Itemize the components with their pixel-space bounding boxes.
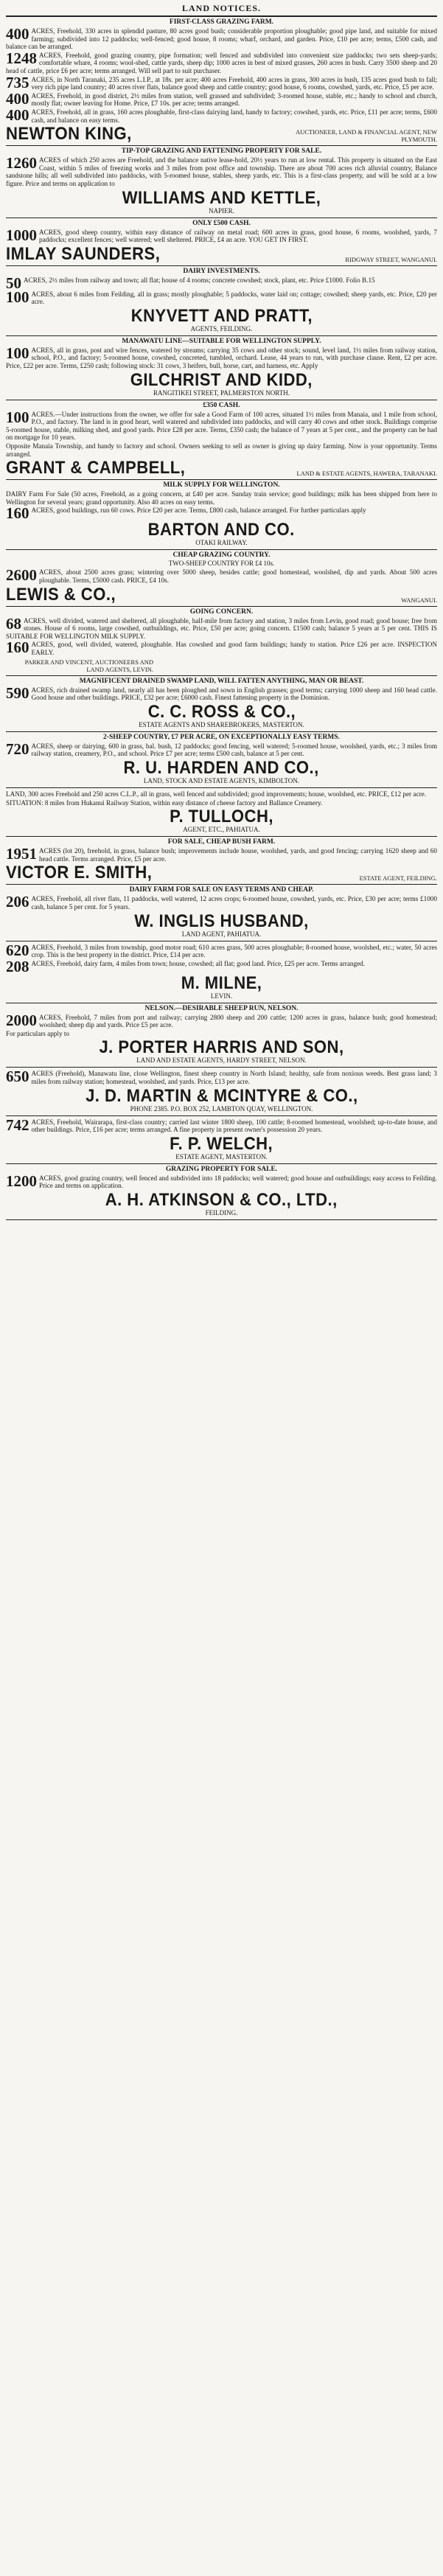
land-ad — [6, 732, 437, 788]
agent-row — [6, 1039, 437, 1065]
agent-detail: LEVIN. — [210, 992, 233, 1000]
ad-text: ACRES, good grazing country, well fenced and subdivided into 18 paddocks; well watered; good house and outbuildings; easy access to Feilding. Price and terms on application. — [39, 1174, 437, 1190]
agent-name: P. TULLOCH, — [170, 807, 273, 827]
agent-name: GRANT & CAMPBELL, — [6, 458, 186, 478]
agent-name: C. C. ROSS & CO., — [147, 701, 296, 722]
agent-row — [6, 913, 437, 939]
ad-text: ACRES, Freehold, in good district, 2½ miles from station, well grassed and subdivided; 3-roomed house, stable, etc.; handy to school and church, mostly flat; owner leaving for Home. Price, £7 10s. per acre; terms arranged. — [31, 91, 437, 108]
land-ad — [6, 400, 437, 481]
agent-row — [6, 125, 437, 143]
ad-text: ACRES, Freehold, all river flats, 11 paddocks, well watered, 12 acres crops; 6-roomed house, cowshed, yards, etc. Price, £30 per acre; terms £1000 cash, balance 5 per cent. for 5 years. — [31, 895, 437, 911]
agent-row — [6, 459, 437, 477]
ad-text: ACRES, Freehold, all in grass, 160 acres ploughable, first-class dairying land, handy to factory; cowshed, yards, etc. Price, £11 per acre; terms, £600 cash, and balance on easy terms. — [31, 108, 437, 124]
ad-paragraph — [6, 790, 437, 798]
ad-paragraph — [6, 1070, 437, 1085]
acreage-figure: 100 — [6, 344, 29, 362]
ad-text: ACRES, Freehold, dairy farm, 4 miles from town; house, cowshed; all flat; good land. Price, £25 per acre. Terms arranged. — [31, 959, 366, 967]
acreage-figure: 742 — [6, 1115, 29, 1134]
agent-row — [6, 1191, 437, 1217]
acreage-figure: 208 — [6, 957, 29, 975]
land-ad — [6, 607, 437, 676]
agent-detail: ESTATE AGENTS AND SHAREBROKERS, MASTERTON. — [139, 720, 304, 728]
ad-text: Opposite Manaia Township, and handy to factory and school. Owners seeking to sell as owner is giving up dairy farming. Now is your opportunity. Terms arranged. — [6, 442, 437, 458]
ad-text: ACRES, good buildings, run 60 cows. Price £20 per acre. Terms, £800 cash, balance arranged. For further particulars apply — [31, 507, 366, 515]
agent-detail: OTAKI RAILWAY. — [195, 539, 248, 547]
agent-name: R. U. HARDEN AND CO., — [123, 757, 320, 778]
ad-paragraph — [6, 27, 437, 51]
land-ad — [6, 1164, 437, 1220]
agent-row — [6, 521, 437, 547]
ad-text: ACRES, Freehold, 3 miles from township, good motor road; 610 acres grass, 500 acres ploughable; 8-roomed house, woolshed, etc.; water, 50 acres crop. This is the best property in the district. Price, £14 per acre. — [31, 943, 437, 959]
land-ad — [6, 885, 437, 941]
ad-heading: FOR SALE, CHEAP BUSH FARM. — [167, 838, 276, 846]
ad-text: For particulars apply to — [6, 1029, 69, 1037]
agent-detail: PARKER AND VINCENT, AUCTIONEERS AND LAND AGENTS, LEVIN. — [24, 658, 153, 673]
land-ad — [6, 17, 437, 146]
agent-name: J. D. MARTIN & MCINTYRE & CO., — [85, 1085, 358, 1106]
agent-row — [6, 307, 437, 333]
acreage-figure: 720 — [6, 739, 29, 758]
acreage-figure: 50 — [6, 274, 21, 292]
acreage-figure: 400 — [6, 25, 29, 43]
ad-heading: GRAZING PROPERTY FOR SALE. — [165, 1165, 278, 1173]
agent-detail: LAND AGENT, PAHIATUA. — [181, 930, 262, 938]
ad-paragraph — [6, 490, 437, 506]
agent-name: M. MILNE, — [181, 972, 262, 993]
acreage-figure: 2000 — [6, 1011, 37, 1029]
ad-text: ACRES, all in grass, post and wire fences, watered by streams; carrying 35 cows and other stock; sound, level land, 1½ miles from railway station, school, P.O., and factory; 5-roomed house, cowshed, concreted, tumbled, orchard. Lease, 44 years to run, with purchase clause. Rent, £2 per acre. Price, £22 per acre. Terms, £250 cash; following stock: 31 cows, 3 heifers, bull, horse, cart, and harness, etc. Apply — [6, 346, 437, 370]
ad-heading: 2-SHEEP COUNTRY, £7 PER ACRE, ON EXCEPTIONALLY EASY TERMS. — [103, 733, 340, 741]
ad-paragraph — [6, 105, 437, 124]
agent-row — [6, 243, 437, 264]
ad-text: ACRES (Freehold), Manawatu line, close Wellington, finest sheep country in North Island; healthy, safe from noxious weeds. Best grass land; 3 miles from railway station; homestead, woolshed, and yards. Price, £13 per acre. — [31, 1070, 437, 1086]
agent-name: WILLIAMS AND KETTLE, — [122, 187, 321, 208]
agent-name: KNYVETT AND PRATT, — [130, 305, 313, 326]
land-ad — [6, 1116, 437, 1164]
ad-heading: MANAWATU LINE—SUITABLE FOR WELLINGTON SUPPLY. — [122, 337, 321, 345]
agent-detail: LAND & ESTATE AGENTS, HAWERA, TARANAKI. — [296, 470, 437, 478]
agent-name: LEWIS & CO., — [6, 584, 116, 605]
agent-name: W. INGLIS HUSBAND, — [134, 911, 309, 931]
ad-heading: CHEAP GRAZING COUNTRY. — [172, 551, 271, 560]
ad-heading: DAIRY INVESTMENTS. — [183, 267, 260, 275]
agent-row — [6, 1135, 437, 1161]
land-ad — [6, 1068, 437, 1115]
agent-row — [6, 808, 437, 834]
agent-row — [6, 703, 437, 729]
ad-paragraph — [6, 739, 437, 758]
agent-detail: AUCTIONEER, LAND & FINANCIAL AGENT, NEW PLYMOUTH. — [296, 128, 437, 144]
ad-paragraph — [6, 344, 437, 370]
agent-detail: RANGITIKEI STREET, PALMERSTON NORTH. — [153, 389, 290, 397]
ad-heading: MILK SUPPLY FOR WELLINGTON. — [163, 481, 280, 490]
ad-text: ACRES, Freehold, 7 miles from port and railway; carrying 2800 sheep and 200 cattle; 1200 acres in grass, balance bush; good homestead; woolshed; sheep dip and yards. Price £5 per acre. — [39, 1013, 437, 1029]
acreage-figure: 2600 — [6, 566, 37, 585]
ad-text: ACRES, sheep or dairying, 600 in grass, bal. bush, 12 paddocks; good fencing, well watered; 5-roomed house, woolshed, yards, etc.; 3 miles from railway station, creamery, P.O., and school. Price £7 per acre; terms £500 cash, balance at 5 per cent. — [31, 742, 437, 758]
acreage-figure: 1260 — [6, 154, 37, 173]
acreage-figure: 1248 — [6, 49, 37, 67]
ad-paragraph — [6, 504, 437, 523]
land-ad — [6, 788, 437, 837]
ad-paragraph — [6, 442, 437, 458]
agent-name: NEWTON KING, — [6, 124, 132, 145]
ad-subheading: TWO-SHEEP COUNTRY FOR £4 10s. — [168, 560, 275, 568]
ad-text: ACRES, 2½ miles from railway and town; all flat; house of 4 rooms; concrete cowshed; stock, plant, etc. Price £1000. Folio B.15 — [24, 276, 375, 284]
acreage-figure: 735 — [6, 73, 29, 91]
acreage-figure: 400 — [6, 105, 29, 124]
ad-paragraph — [6, 1030, 437, 1038]
land-ad — [6, 676, 437, 732]
ad-paragraph — [6, 156, 437, 187]
acreage-figure: 68 — [6, 614, 21, 633]
agent-row — [6, 586, 437, 604]
ad-heading: ONLY £500 CASH. — [192, 219, 251, 227]
agent-name: BARTON AND CO. — [147, 520, 296, 540]
ad-text: ACRES.—Under instructions from the owner, we offer for sale a Good Farm of 100 acres, situated 1½ miles from Manaia, and 1 mile from school, P.O., and factory. The land is in good heart, well watered and subdivided into paddocks, and will carry 40 cows and other stock. Buildings comprise 5-roomed house, stable, milking shed, and good yards. Price £28 per acre. Terms, £350 cash; the balance of 7 years at 5 per cent., and the property can be had on mortgage for 10 years. — [6, 410, 437, 442]
acreage-figure: 590 — [6, 683, 29, 702]
agent-detail: NAPIER. — [209, 206, 234, 215]
agent-name: IMLAY SAUNDERS, — [6, 243, 161, 264]
ad-paragraph — [6, 49, 437, 75]
acreage-figure: 160 — [6, 504, 29, 523]
ad-paragraph — [6, 1174, 437, 1190]
ad-paragraph — [6, 895, 437, 911]
acreage-figure: 100 — [6, 288, 29, 306]
agent-detail: RIDGWAY STREET, WANGANUI. — [345, 255, 437, 263]
acreage-figure: 1200 — [6, 1172, 37, 1190]
agent-row — [6, 189, 437, 215]
agent-row — [6, 864, 437, 882]
ad-text: SITUATION: 8 miles from Hukanui Railway Station, within easy distance of cheese factory and Ballance Creamery. — [6, 798, 323, 807]
ads-container — [6, 17, 437, 1220]
land-ad — [6, 837, 437, 885]
acreage-figure: 650 — [6, 1068, 29, 1086]
ad-paragraph — [6, 1011, 437, 1029]
land-ad — [6, 941, 437, 1003]
ad-paragraph — [6, 89, 437, 108]
ad-text: ACRES, Freehold, 330 acres in splendid pasture, 80 acres good bush; considerable proportion ploughable; good pipe land, and suitable for mixed farming; subdivided into 12 paddocks; well-fenced; good house, 8 rooms; wharf, orchard, and garden. Price, £10 per acre; terms, £500 cash, and balance can be arranged. — [6, 27, 437, 51]
agent-row — [6, 759, 437, 785]
ad-paragraph — [6, 614, 437, 641]
ad-heading: £350 CASH. — [203, 401, 240, 409]
acreage-figure: 1951 — [6, 845, 37, 863]
ad-text: ACRES, rich drained swamp land, nearly all has been ploughed and sown in English grasses; good terms; carrying 1000 sheep and 160 head cattle. Good house and other buildings. PRICE, £32 per acre; £6000 cash. Finest fattening property in the Dominion. — [31, 686, 437, 702]
ad-heading: GOING CONCERN. — [189, 608, 254, 616]
column-heading: LAND NOTICES. — [6, 3, 437, 17]
agent-detail: WANGANUI. — [401, 596, 437, 604]
ad-paragraph — [6, 276, 437, 290]
ad-paragraph — [6, 1115, 437, 1134]
ad-paragraph — [6, 290, 437, 306]
acreage-figure: 1000 — [6, 226, 37, 244]
acreage-figure: 400 — [6, 89, 29, 108]
ad-paragraph — [6, 226, 437, 244]
ad-paragraph — [6, 408, 437, 442]
agent-name: J. PORTER HARRIS AND SON, — [99, 1037, 344, 1058]
ad-text: DAIRY Farm For Sale (50 acres, Freehold, as a going concern, at £40 per acre. Sunday train service; good buildings; milk has been shipped from here to Wellington for several years; grand opportunity. Also 40 acres on easy terms. — [6, 490, 437, 506]
ad-text: ACRES, in North Taranaki, 235 acres L.I.P., at 18s. per acre; 400 acres Freehold, 400 acres in grass, 300 acres in bush, 135 acres good bush to fall; very rich pipe land country; 40 acres river flats, balance good sheep and cattle country; good house, 6 rooms, cowshed, yards, etc. Price, £5 per acre. — [31, 75, 437, 91]
ad-text: ACRES, good sheep country, within easy distance of railway on metal road; 600 acres in grass, good house, 6 rooms, woolshed, yards, 7 paddocks; excellent fences; well watered; well sheltered. PRICE, £4 an acre. YOU GET IN FIRST. — [39, 228, 437, 244]
land-ad — [6, 336, 437, 400]
ad-text: ACRES, good, well divided, watered, ploughable. Has cowshed and good farm buildings; handy to station. Price £26 per acre. INSPECTION EARLY. — [31, 641, 437, 656]
agent-row — [6, 1087, 437, 1113]
ad-text: ACRES of which 250 acres are Freehold, and the balance native lease-hold, 20½ years to run at low rental. This property is situated on the East Coast, within 5 miles of freezing works and 3 miles from post office and township. There are about 700 acres rich alluvial country, Balance sandstone hills; all well subdivided into paddocks, with 5-roomed house, stables, sheep yards, etc. This is a first-class property, and will be sold at a low figure. Price and terms on application to — [6, 156, 437, 187]
ad-paragraph — [6, 799, 437, 807]
ad-heading: NELSON.—DESIRABLE SHEEP RUN, NELSON. — [144, 1004, 299, 1012]
agent-detail: LAND AND ESTATE AGENTS, HARDY STREET, NELSON. — [136, 1056, 307, 1065]
ad-text: ACRES, about 6 miles from Feilding, all in grass; mostly ploughable; 5 paddocks, water laid on; cottage; cowshed; sheep yards, etc. Price, £20 per acre. — [31, 290, 437, 306]
acreage-figure: 206 — [6, 893, 29, 911]
acreage-figure: 100 — [6, 408, 29, 426]
agent-detail: LAND, STOCK AND ESTATE AGENTS, KIMBOLTON. — [143, 776, 300, 784]
acreage-figure: 620 — [6, 941, 29, 959]
land-ad — [6, 1003, 437, 1068]
agent-row — [6, 658, 437, 673]
land-ad — [6, 266, 437, 336]
agent-name: VICTOR E. SMITH, — [6, 863, 153, 883]
ad-text: ACRES, about 2500 acres grass; wintering over 5000 sheep, besides cattle; good homestead, woolshed, dip and yards. About 500 acres ploughable. Terms, £5000 cash. PRICE, £4 10s. — [39, 568, 437, 584]
ad-paragraph — [6, 941, 437, 959]
ad-text: ACRES, Freehold, good grazing country, pipe formation; well fenced and subdivided into convenient size paddocks; two sets sheep-yards; comfortable whare, 4 rooms; wool-shed, cattle yards, sheep dip; 1000 acres in best of mixed grasses, 260 acres in bush. Carry 3500 sheep and 20 head of cattle, price £6 per acre; terms arranged. Will sell part to suit purchaser. — [6, 51, 437, 74]
ad-text: ACRES, Freehold, Wairarapa, first-class country; carried last winter 1800 sheep, 100 cattle; 8-roomed homestead, woolshed; up-to-date house, and other buildings. Price, £16 per acre; terms arranged. A fine property in present owner's possession 20 years. — [31, 1118, 437, 1134]
land-notices-column — [6, 0, 437, 1220]
ad-heading: MAGNIFICENT DRAINED SWAMP LAND, WILL FATTEN ANYTHING, MAN OR BEAST. — [79, 677, 364, 685]
land-ad — [6, 480, 437, 550]
agent-name: GILCHRIST AND KIDD, — [130, 369, 313, 390]
agent-detail: AGENTS, FEILDING. — [190, 324, 253, 333]
agent-detail: ESTATE AGENT, FEILDING. — [359, 874, 437, 883]
ad-paragraph — [6, 847, 437, 863]
ad-paragraph — [6, 638, 437, 657]
ad-paragraph — [6, 73, 437, 91]
ad-paragraph — [6, 568, 437, 584]
land-ad — [6, 550, 437, 606]
acreage-figure: 160 — [6, 638, 29, 657]
agent-name: F. P. WELCH, — [170, 1133, 273, 1154]
agent-detail: AGENT, ETC., PAHIATUA. — [183, 826, 260, 834]
agent-name: A. H. ATKINSON & CO., LTD., — [105, 1190, 338, 1211]
agent-row — [6, 972, 437, 1000]
agent-detail: FEILDING. — [205, 1209, 238, 1217]
ad-text: ACRES, well divided, watered and sheltered, all ploughable, half-mile from factory and station, 3 miles from Levin, good road; good house; free from stones. House of 6 rooms, large cowshed, outbuildings, etc. Price, £50 per acre; going concern. £1500 cash; balance 5 years at 5 per cent. THIS IS SUITABLE FOR WELLINGTON MILK SUPPLY. — [6, 616, 437, 640]
agent-row — [6, 369, 437, 397]
agent-detail: ESTATE AGENT, MASTERTON. — [175, 1152, 268, 1160]
land-ad — [6, 218, 437, 266]
ad-heading: FIRST-CLASS GRAZING FARM. — [169, 18, 274, 26]
ad-paragraph — [6, 957, 437, 975]
ad-paragraph — [6, 683, 437, 702]
ad-text: LAND, 300 acres Freehold and 250 acres C.L.P., all in grass, well fenced and subdivided; good improvements; house, woolshed, etc. PRICE, £12 per acre. — [6, 790, 427, 798]
ad-heading: TIP-TOP GRAZING AND FATTENING PROPERTY FOR SALE. — [121, 147, 322, 156]
ad-text: ACRES (lot 20), freehold, in grass, balance bush; improvements include house, woolshed, yards, and good fencing; carrying 1620 sheep and 60 head cattle. Terms arranged. Price, £5 per acre. — [39, 847, 437, 863]
ad-heading: DAIRY FARM FOR SALE ON EASY TERMS AND CHEAP. — [129, 886, 314, 894]
agent-detail: PHONE 2385. P.O. BOX 252, LAMBTON QUAY, WELLINGTON. — [130, 1104, 313, 1113]
land-ad — [6, 146, 437, 217]
